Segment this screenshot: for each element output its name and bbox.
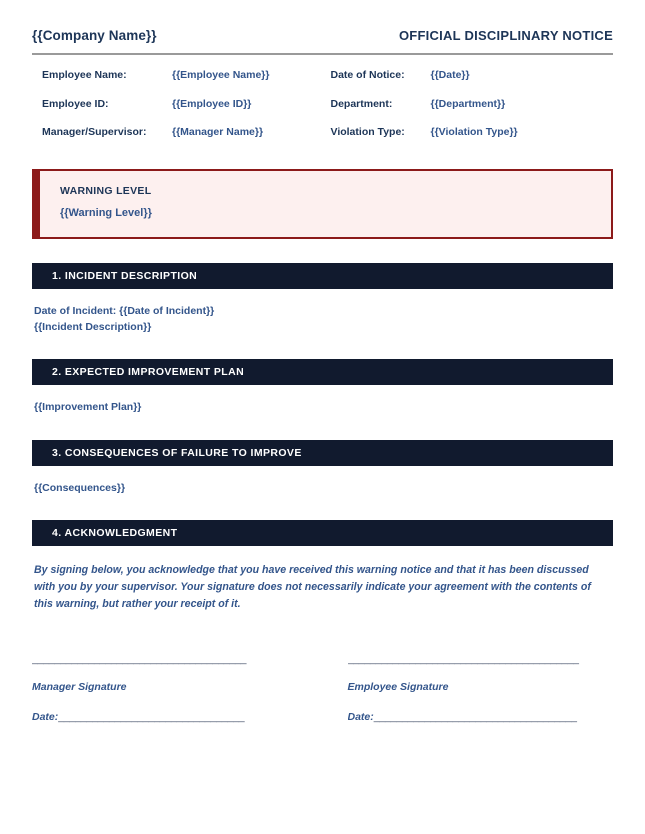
manager-signature-line[interactable]: ______________________________________ <box>32 653 247 666</box>
info-row-department <box>331 98 604 111</box>
manager-date-row <box>32 711 298 723</box>
info-value: {{Violation Type}} <box>430 126 518 139</box>
employee-date-label: Date: <box>347 711 374 724</box>
company-name: {{Company Name}} <box>32 28 157 43</box>
section-incident-description <box>32 263 613 336</box>
warning-level-label: WARNING LEVEL <box>60 184 152 197</box>
info-value: {{Manager Name}} <box>172 126 264 139</box>
employee-info-left-column <box>42 69 315 139</box>
consequences-line: {{Consequences}} <box>34 481 126 494</box>
section-body <box>32 385 613 415</box>
acknowledgment-text: By signing below, you acknowledge that you have received this warning notice and that it has been discussed with you by your supervisor. Your signature does not necessarily indicate your agreement with the contents of this warning, but rather your receipt of it. <box>34 563 591 611</box>
section-body <box>32 466 613 496</box>
header-divider <box>32 53 613 55</box>
employee-signature-label: Employee Signature <box>347 681 449 694</box>
manager-signature-group <box>32 653 298 723</box>
warning-level-callout <box>32 169 613 239</box>
info-row-manager-supervisor <box>42 126 315 139</box>
warning-level-value: {{Warning Level}} <box>60 206 152 219</box>
section-improvement-plan <box>32 359 613 415</box>
employee-info-right-column <box>315 69 604 139</box>
info-value: {{Employee Name}} <box>172 69 270 81</box>
employee-signature-line[interactable]: _________________________________________ <box>347 653 579 666</box>
info-label: Date of Notice: <box>330 69 405 81</box>
section-consequences <box>32 440 613 496</box>
manager-signature-label: Manager Signature <box>32 681 127 694</box>
employee-info-grid <box>32 69 613 139</box>
section-heading: 2. EXPECTED IMPROVEMENT PLAN <box>32 359 613 385</box>
info-value: {{Department}} <box>430 97 506 110</box>
info-label: Employee ID: <box>42 97 109 110</box>
info-row-employee-id <box>42 98 315 111</box>
employee-date-line[interactable]: ____________________________________ <box>373 711 577 724</box>
signature-block <box>32 653 613 723</box>
section-heading: 1. INCIDENT DESCRIPTION <box>32 263 613 289</box>
incident-date-line: Date of Incident: {{Date of Incident}} <box>34 304 215 317</box>
info-value: {{Employee ID}} <box>172 97 252 110</box>
info-row-violation-type <box>331 126 604 139</box>
manager-date-label: Date: <box>32 711 59 724</box>
section-acknowledgment <box>32 520 613 613</box>
incident-description-line: {{Incident Description}} <box>34 321 152 334</box>
info-label: Manager/Supervisor: <box>42 126 147 139</box>
info-label: Department: <box>330 97 393 110</box>
improvement-plan-line: {{Improvement Plan}} <box>34 401 142 414</box>
section-heading: 4. ACKNOWLEDGMENT <box>32 520 613 546</box>
info-label: Employee Name: <box>42 69 127 81</box>
page-title: OFFICIAL DISCIPLINARY NOTICE <box>398 28 613 43</box>
info-row-employee-name <box>42 69 315 82</box>
info-row-date-of-notice <box>331 69 604 82</box>
info-value: {{Date}} <box>430 69 470 81</box>
section-body <box>32 289 613 336</box>
employee-signature-group <box>298 653 614 723</box>
employee-date-row <box>348 711 614 723</box>
document-header <box>32 28 613 53</box>
manager-date-line[interactable]: _________________________________ <box>58 711 245 724</box>
info-label: Violation Type: <box>330 126 405 139</box>
section-heading: 3. CONSEQUENCES OF FAILURE TO IMPROVE <box>32 440 613 466</box>
